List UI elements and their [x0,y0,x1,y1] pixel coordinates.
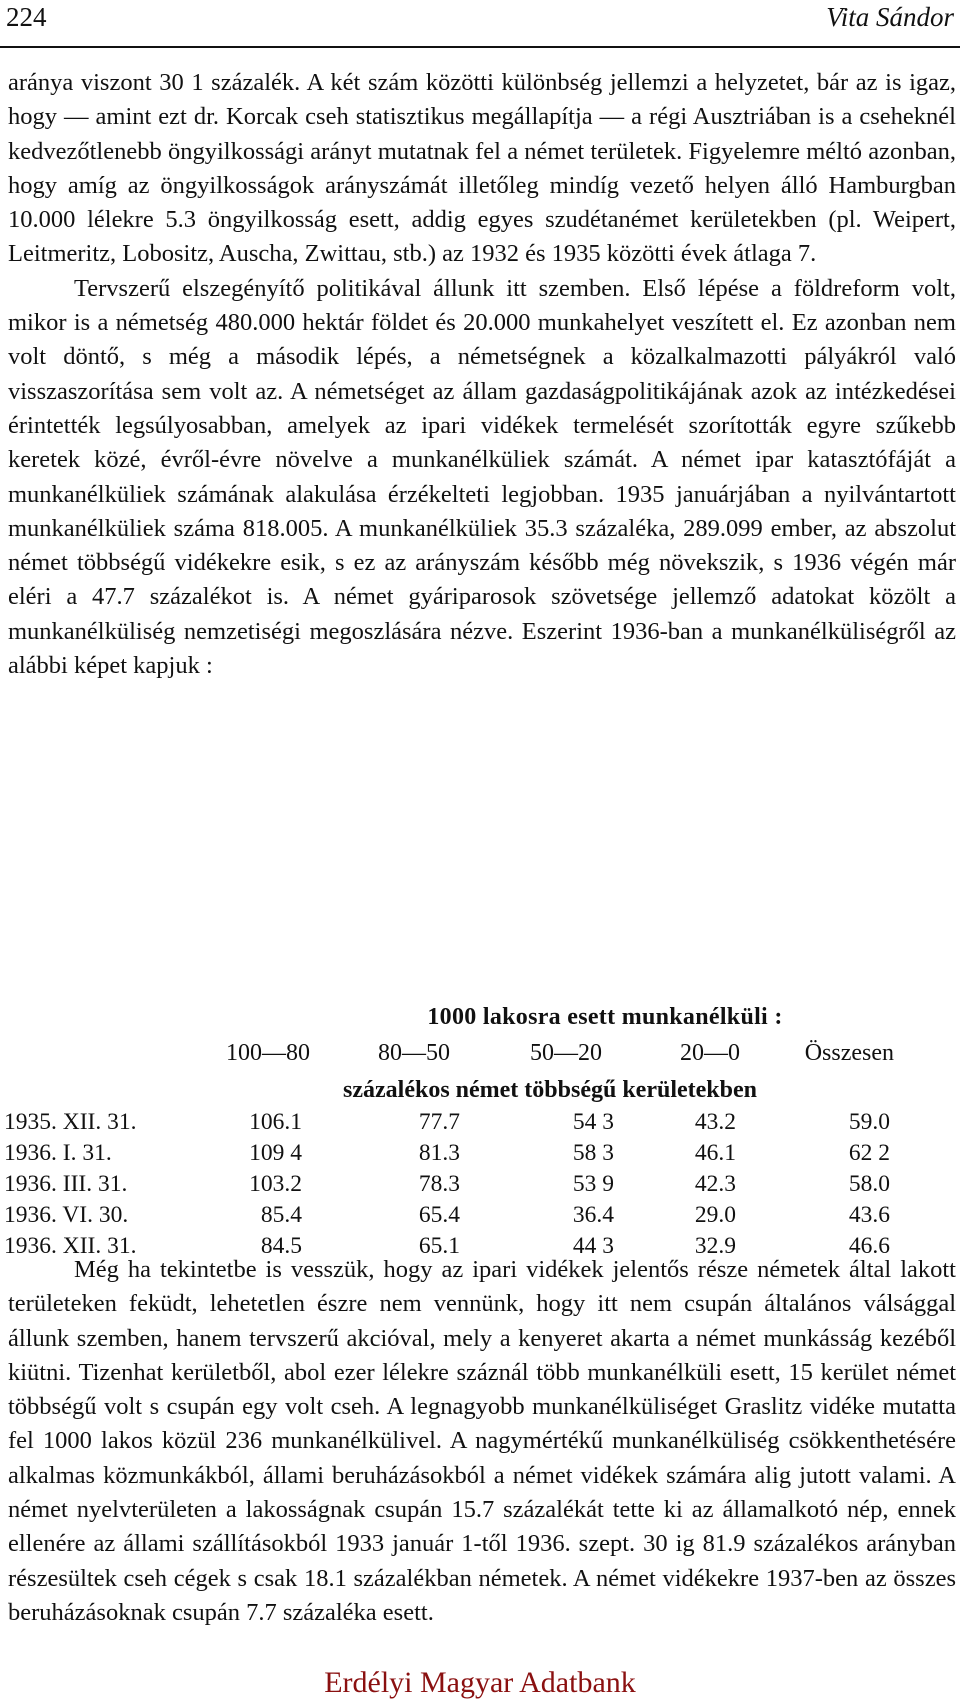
table-cell: 59.0 [848,1109,890,1135]
table-cell: 65.4 [418,1202,460,1228]
table-cell: 77.7 [418,1109,460,1135]
paragraph: Még ha tekintetbe is vesszük, hogy az ipari vidékek jelentős része németek által lakott területeken feküdt, lehetetlen észre nem vennünk, hogy itt nem csupán általános válsággal állunk szemben, hanem tervszerű akcióval, mely a kenyeret akarta a német munkásság kezéből kiütni. Tizenhat kerületből, abol ezer lélekre száznál több munkanélküli esett, 15 kerület német többségű volt s csupán egy volt cseh. A legnagyobb munkanélküliséget Graslitz vidéke mutatta fel 1000 lakos közül 236 munkanélkülivel. A nagymértékű munkanélküliség csökkenthetésére alkalmas közmunkákból, állami beruházásokból a német vidékek számára alig jutott valami. A német nyelvterületen a lakosságnak csupán 15.7 százalékát tette ki az államalkotó nép, ennek ellenére az állami szállításokból 1933 január 1-től 1936. szept. 30 ig 81.9 százalékos arányban részesültek cseh cégek s csak 18.1 százalékban németek. A német vidékekre 1937-ben az összes beruházásoknak csupán 7.7 százaléka esett. [8,1256,956,1626]
row-date: 1936. I. 31. [4,1140,112,1166]
table-cell: 81.3 [418,1140,460,1166]
column-header: 80—50 [378,1040,450,1066]
table-cell: 84.5 [260,1233,302,1259]
paragraph: Tervszerű elszegényítő politikával állunk itt szemben. Első lépése a földreform volt, mikor is a németség 480.000 hektár földet és 20.000 munkahelyet veszített el. Ez azonban nem volt döntő, s még a második lépés, a németségnek a közalkalmazotti pályákról való visszaszorítása sem volt az. A németséget az állam gazdaságpolitikájának azok az intézkedései érintették legsúlyosabban, amelyek az ipari vidékek termelését szorították egyre szűkebb keretek közé, évről-évre növelve a munkanélküliek számát. A német ipar katasztófáját a munkanélküliek számának alakulása érzékelteti legjobban. 1935 januárjában a nyilvántartott munkanélküliek száma 818.005. A munkanélküliek 35.3 százaléka, 289.099 ember, az abszolut német többségű vidékekre esik, s ez az arányszám később még növekszik, s 1936 végén már eléri a 47.7 százalékot is. A német gyáriparosok szövetsége jellemző adatokat közölt a munkanélküliség nemzetiségi megoszlására nézve. Eszerint 1936-ban a munkanélküliségről az alábbi képet kapjuk : [8,274,956,680]
table-cell: 58 3 [572,1140,614,1166]
table-row [0,1108,960,1139]
table-cell: 43.6 [848,1202,890,1228]
table-row [0,1170,960,1201]
table-cell: 42.3 [694,1171,736,1197]
table-cell: 32.9 [694,1233,736,1259]
table-row [0,1139,960,1170]
table-header-row [0,1034,960,1072]
paragraph: aránya viszont 30 1 százalék. A két szám közötti különbség jellemzi a helyzetet, bár az is igaz, hogy — amint ezt dr. Korcak cseh statisztikus megállapítja — a régi Ausztriában is a cseheknél kedvezőtlenebb öngyilkossági arányt mutatnak fel a német területek. Figyelemre méltó azonban, hogy amíg az öngyilkosságok arányszámát illetőleg mindíg vezető helyen álló Hamburgban 10.000 lélekre 5.3 öngyilkosság esett, addig egyes szudétanémet kerületekben (pl. Weipert, Leitmeritz, Lobositz, Auscha, Zwittau, stb.) az 1932 és 1935 közötti évek átlaga 7. [8,69,956,268]
column-header: 20—0 [680,1040,740,1066]
column-header: Összesen [804,1040,894,1066]
column-header: 50—20 [530,1040,602,1066]
running-title: Vita Sándor [826,2,954,32]
page-header [0,0,960,48]
table-cell: 85.4 [260,1202,302,1228]
table-cell: 53 9 [572,1171,614,1197]
table-cell: 44 3 [572,1233,614,1259]
column-header: 100—80 [226,1040,310,1066]
table-cell: 109 4 [249,1140,302,1166]
table-row [0,1201,960,1232]
table-cell: 65.1 [418,1233,460,1259]
row-date: 1936. III. 31. [4,1171,128,1197]
table-cell: 54 3 [572,1109,614,1135]
watermark: Erdélyi Magyar Adatbank [324,1666,636,1699]
table-cell: 46.6 [848,1233,890,1259]
table-cell: 106.1 [249,1109,302,1135]
body-text-bottom [8,1253,956,1630]
row-date: 1936. VI. 30. [4,1202,129,1228]
table-cell: 58.0 [848,1171,890,1197]
table-cell: 62 2 [848,1140,890,1166]
table-cell: 29.0 [694,1202,736,1228]
table-cell: 78.3 [418,1171,460,1197]
table-cell: 36.4 [572,1202,614,1228]
body-text-top [8,66,956,683]
table-cell: 103.2 [249,1171,302,1197]
row-date: 1935. XII. 31. [4,1109,137,1135]
table-title: 1000 lakosra esett munkanélküli : [427,1004,783,1030]
unemployment-table [0,1000,960,1263]
table-cell: 43.2 [694,1109,736,1135]
row-date: 1936. XII. 31. [4,1233,137,1259]
table-cell: 46.1 [694,1140,736,1166]
page-number: 224 [6,2,47,32]
table-subtitle: százalékos német többségű kerületekben [343,1077,757,1103]
